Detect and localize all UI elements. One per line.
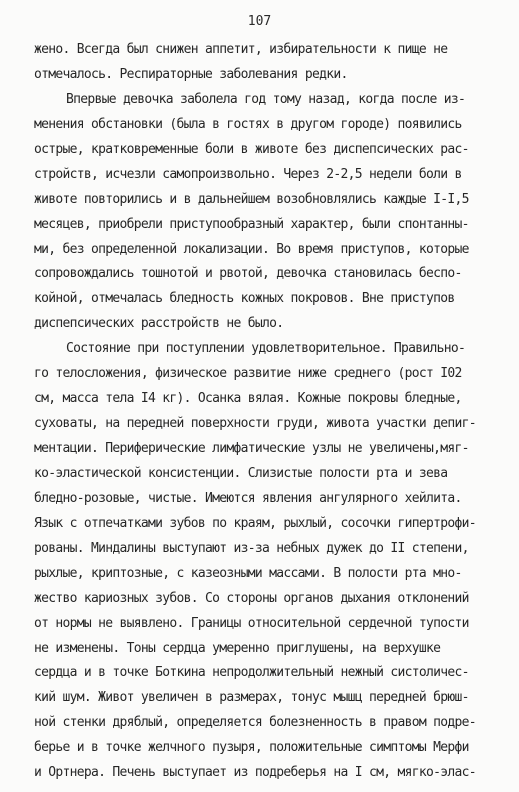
text-line: от нормы не выявлено. Границы относительной сердечной тупости	[34, 615, 469, 631]
text-line: жество кариозных зубов. Со стороны органов дыхания отклонений	[34, 590, 469, 606]
text-line: берье и в точке желчного пузыря, положительные симптомы Мерфи	[34, 740, 469, 756]
text-line: месяцев, приобрели приступообразный характер, были спонтанны-	[34, 216, 469, 232]
body-text	[34, 38, 496, 786]
text-line: сердца и в точке Боткина непродолжительный нежный систоличес-	[34, 665, 469, 681]
text-line: жено. Всегда был снижен аппетит, избирательности к пище не	[34, 42, 448, 57]
text-line: сопровождались тошнотой и рвотой, девочка становилась беспо-	[34, 266, 462, 282]
text-line: ментации. Периферические лимфатические узлы не увеличены,мяг-	[34, 441, 469, 456]
text-line: отмечалось. Респираторные заболевания редки.	[34, 66, 348, 82]
text-line: не изменены. Тоны сердца умеренно приглушены, на верхушке	[34, 640, 441, 656]
text-line: диспепсических расстройств не было.	[34, 316, 284, 332]
text-line: кий шум. Живот увеличен в размерах, тонус мышц передней брюш-	[34, 690, 469, 706]
text-line: Состояние при поступлении удовлетворительное. Правильно-	[66, 341, 466, 357]
text-line: суховаты, на передней поверхности груди, живота участки депиг-	[34, 416, 476, 432]
text-line: бледно-розовые, чистые. Имеются явления ангулярного хейлита.	[34, 490, 462, 506]
text-line: ной стенки дряблый, определяется болезненность в правом подре-	[34, 715, 476, 731]
page-number: 107	[247, 14, 272, 29]
text-line: Язык с отпечатками зубов по краям, рыхлый, сосочки гипертрофи-	[34, 515, 476, 531]
text-line: стройств, исчезли самопроизвольно. Через 2-2,5 недели боли в	[34, 166, 462, 182]
text-line: койной, отмечалась бледность кожных покровов. Вне приступов	[34, 291, 455, 307]
text-line: животе повторились и в дальнейшем возобновлялись каждые I-I,5	[34, 191, 469, 207]
text-line: рованы. Миндалины выступают из-за небных дужек до II степени,	[34, 540, 469, 556]
text-line: го телосложения, физическое развитие ниже среднего (рост I02	[34, 366, 462, 382]
text-line: острые, кратковременные боли в животе без диспепсических рас-	[34, 141, 469, 157]
text-line: и Ортнера. Печень выступает из подреберья на I см, мягко-элас-	[34, 765, 476, 781]
text-line: Впервые девочка заболела год тому назад, когда после из-	[66, 91, 466, 107]
text-line: рыхлые, криптозные, с казеозными массами. В полости рта мно-	[34, 565, 462, 581]
text-line: ко-эластической консистенции. Слизистые полости рта и зева	[34, 465, 448, 481]
text-line: см, масса тела I4 кг). Осанка вялая. Кожные покровы бледные,	[34, 391, 462, 407]
text-line: менения обстановки (была в гостях в другом городе) появились	[34, 116, 462, 132]
text-line: ми, без определенной локализации. Во время приступов, которые	[34, 241, 469, 257]
